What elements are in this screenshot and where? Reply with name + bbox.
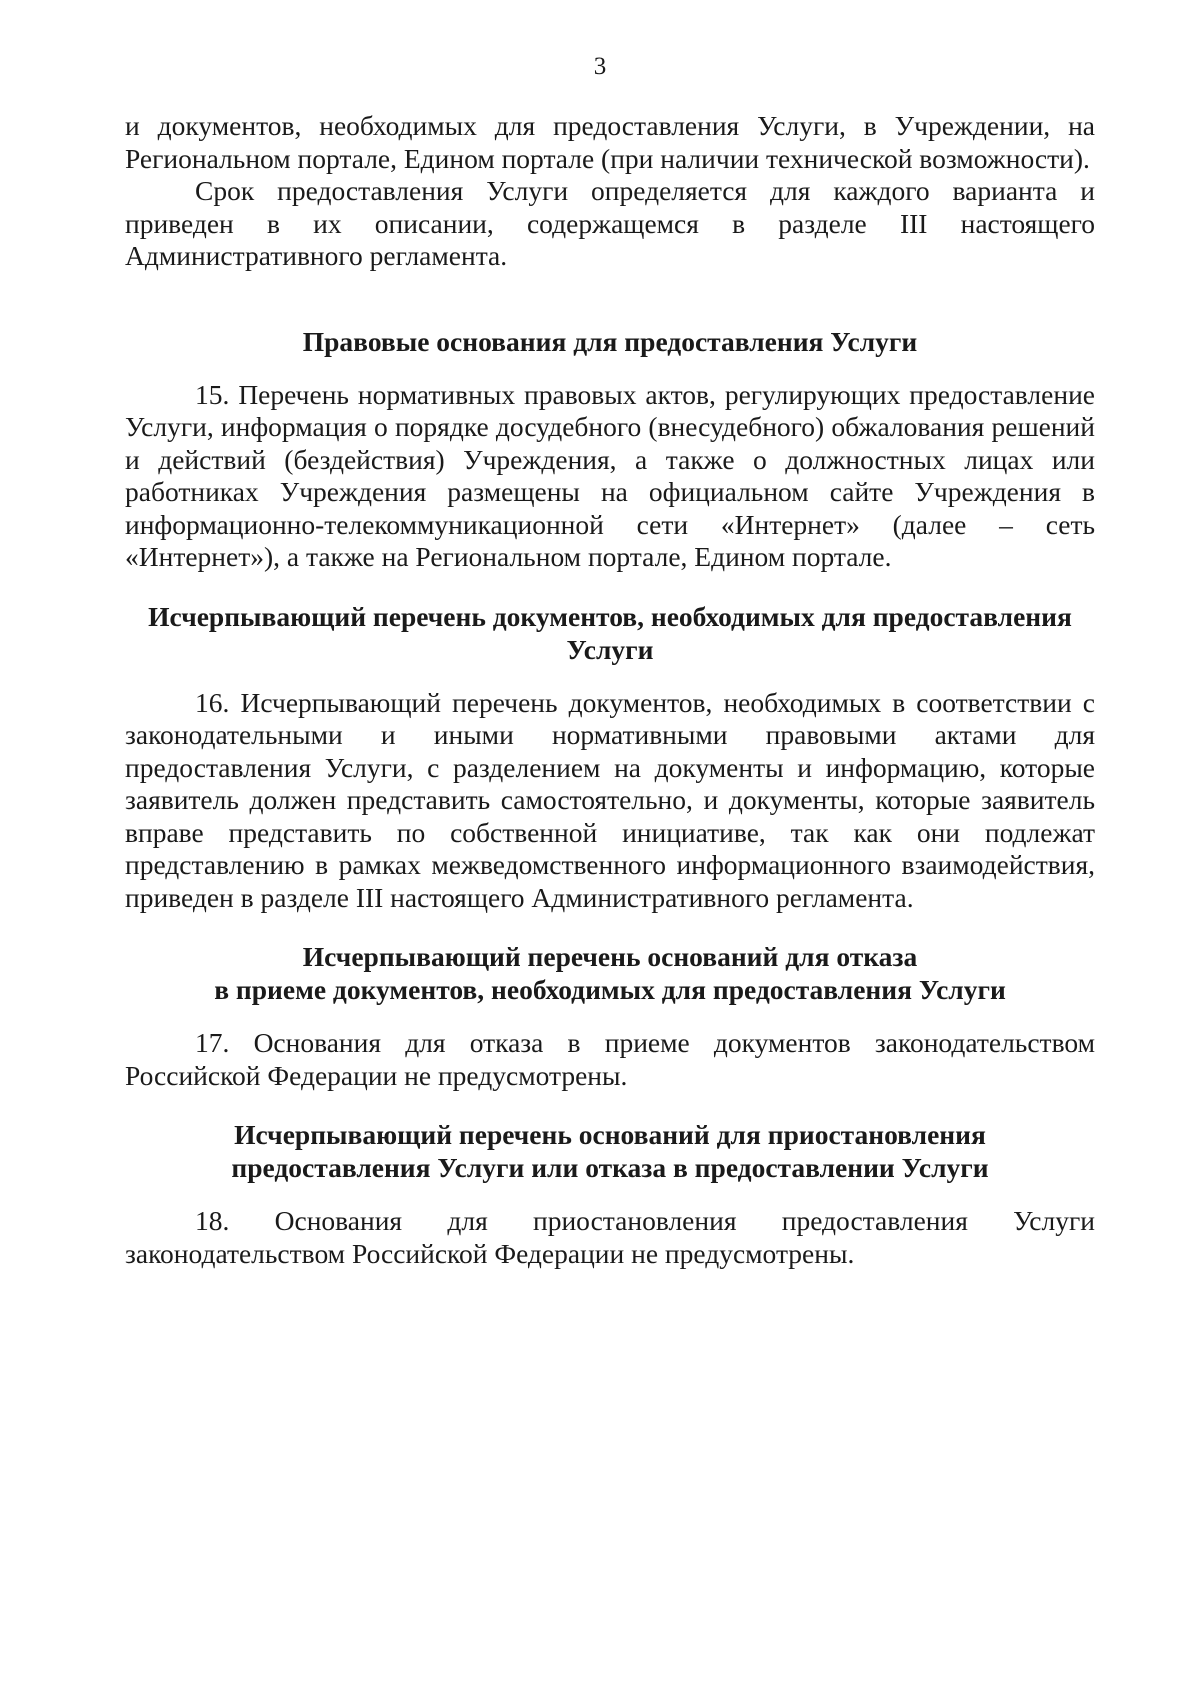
page-number: 3 xyxy=(593,53,607,80)
heading-refusal-line-2: в приеме документов, необходимых для предоставления Услуги xyxy=(214,974,1006,1005)
paragraph-17: 17. Основания для отказа в приеме документов законодательством Российской Федерации не предусмотрены. xyxy=(125,1027,1095,1091)
heading-documents-line-1: Исчерпывающий перечень документов, необходимых для предоставления xyxy=(148,600,1072,632)
intro-paragraph: и документов, необходимых для предоставления Услуги, в Учреждении, на Региональном портале, Едином портале (при наличии технической возможности). xyxy=(125,110,1095,174)
paragraph-18: 18. Основания для приостановления предоставления Услуги законодательством Российской Федерации не предусмотрены. xyxy=(125,1205,1095,1269)
heading-legal-basis: Правовые основания для предоставления Услуги xyxy=(302,325,918,357)
heading-refusal-line-1: Исчерпывающий перечень оснований для отказа xyxy=(302,941,918,972)
document-body xyxy=(125,110,1095,1270)
paragraph-15: 15. Перечень нормативных правовых актов, регулирующих предоставление Услуги, информация о порядке досудебного (внесудебного) обжалования решений и действий (бездействия) Учреждения, а также о должностных лицах или работниках Учреждения размещены на официальном сайте Учреждения в информационно-телекоммуникационной сети «Интернет» (далее – сеть «Интернет»), а также на Региональном портале, Едином портале. xyxy=(125,378,1095,572)
heading-suspension-line-2: предоставления Услуги или отказа в предоставлении Услуги xyxy=(231,1152,989,1183)
term-paragraph: Срок предоставления Услуги определяется для каждого варианта и приведен в их описании, содержащемся в разделе III настоящего Административного регламента. xyxy=(125,175,1095,271)
heading-suspension-line-1: Исчерпывающий перечень оснований для приостановления xyxy=(234,1119,986,1150)
paragraph-16: 16. Исчерпывающий перечень документов, необходимых в соответствии с законодательными и иными нормативными правовыми актами для предоставления Услуги, с разделением на документы и информацию, которые заявитель должен представить самостоятельно, и документы, которые заявитель вправе представить по собственной инициативе, так как они подлежат представлению в рамках межведомственного информационного взаимодействия, приведен в разделе III настоящего Административного регламента. xyxy=(125,686,1095,913)
heading-documents-line-2: Услуги xyxy=(566,633,654,665)
